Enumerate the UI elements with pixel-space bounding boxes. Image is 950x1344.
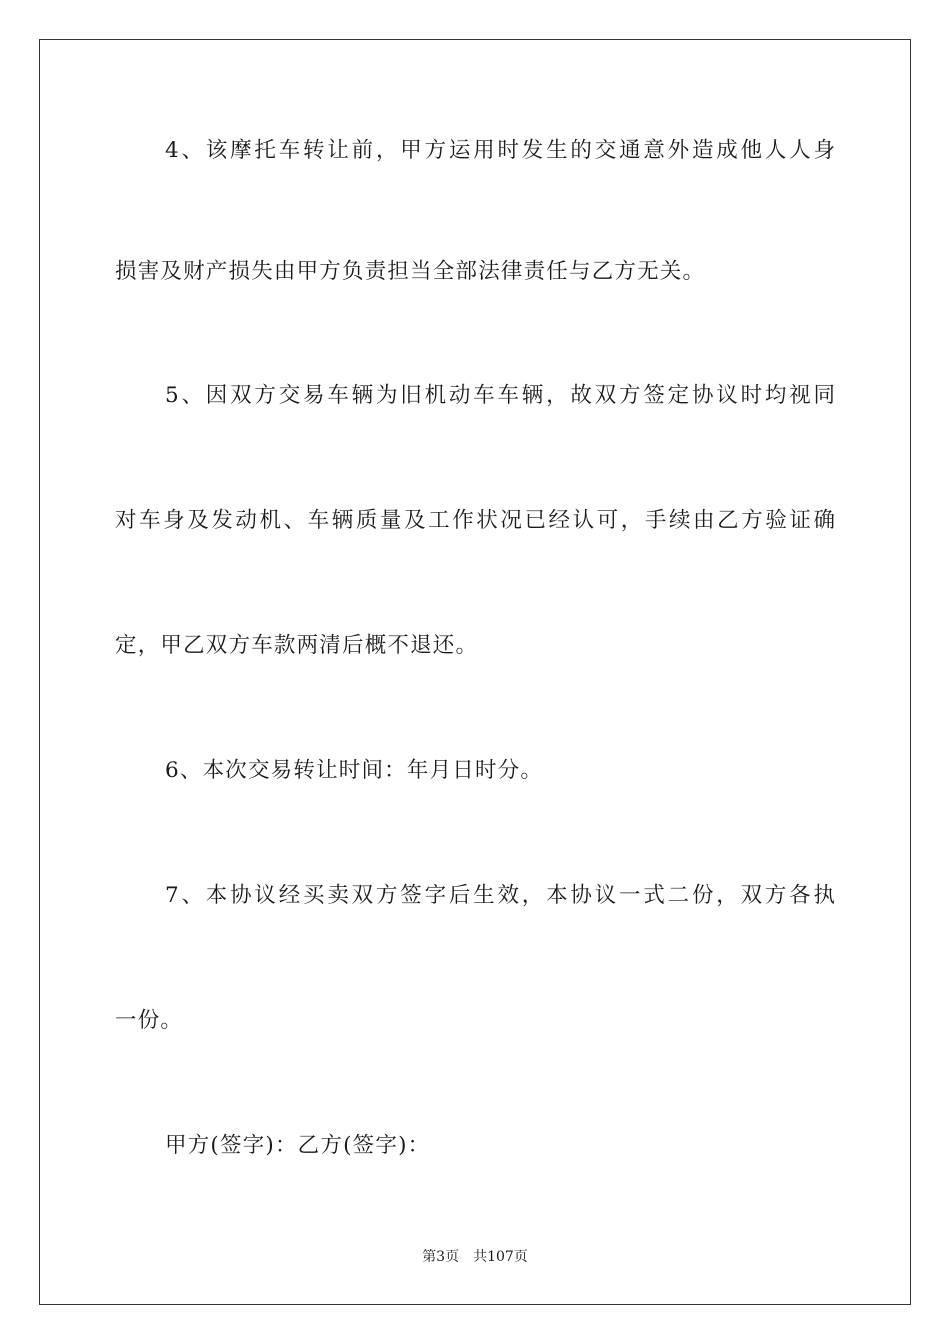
signature-line: 甲方(签字)：乙方(签字)： [165, 1133, 431, 1158]
page-border [39, 39, 911, 1305]
paragraph-6-line-1: 6、本次交易转让时间：年月日时分。 [165, 758, 544, 783]
paragraph-7-line-2: 一份。 [115, 1008, 184, 1033]
paragraph-5-line-1: 5、因双方交易车辆为旧机动车车辆，故双方签定协议时均视同 [165, 383, 835, 408]
paragraph-7-line-1: 7、本协议经买卖双方签字后生效，本协议一式二份，双方各执 [165, 883, 835, 908]
paragraph-4-line-1: 4、该摩托车转让前，甲方运用时发生的交通意外造成他人人身 [165, 138, 835, 163]
paragraph-5-line-2: 对车身及发动机、车辆质量及工作状况已经认可，手续由乙方验证确 [115, 508, 835, 533]
page-total: 共107页 [473, 1249, 528, 1265]
page-number: 第3页 [422, 1249, 460, 1265]
paragraph-5-line-3: 定，甲乙双方车款两清后概不退还。 [115, 633, 479, 658]
paragraph-4-line-2: 损害及财产损失由甲方负责担当全部法律责任与乙方无关。 [115, 259, 706, 284]
page-footer [0, 1247, 950, 1267]
